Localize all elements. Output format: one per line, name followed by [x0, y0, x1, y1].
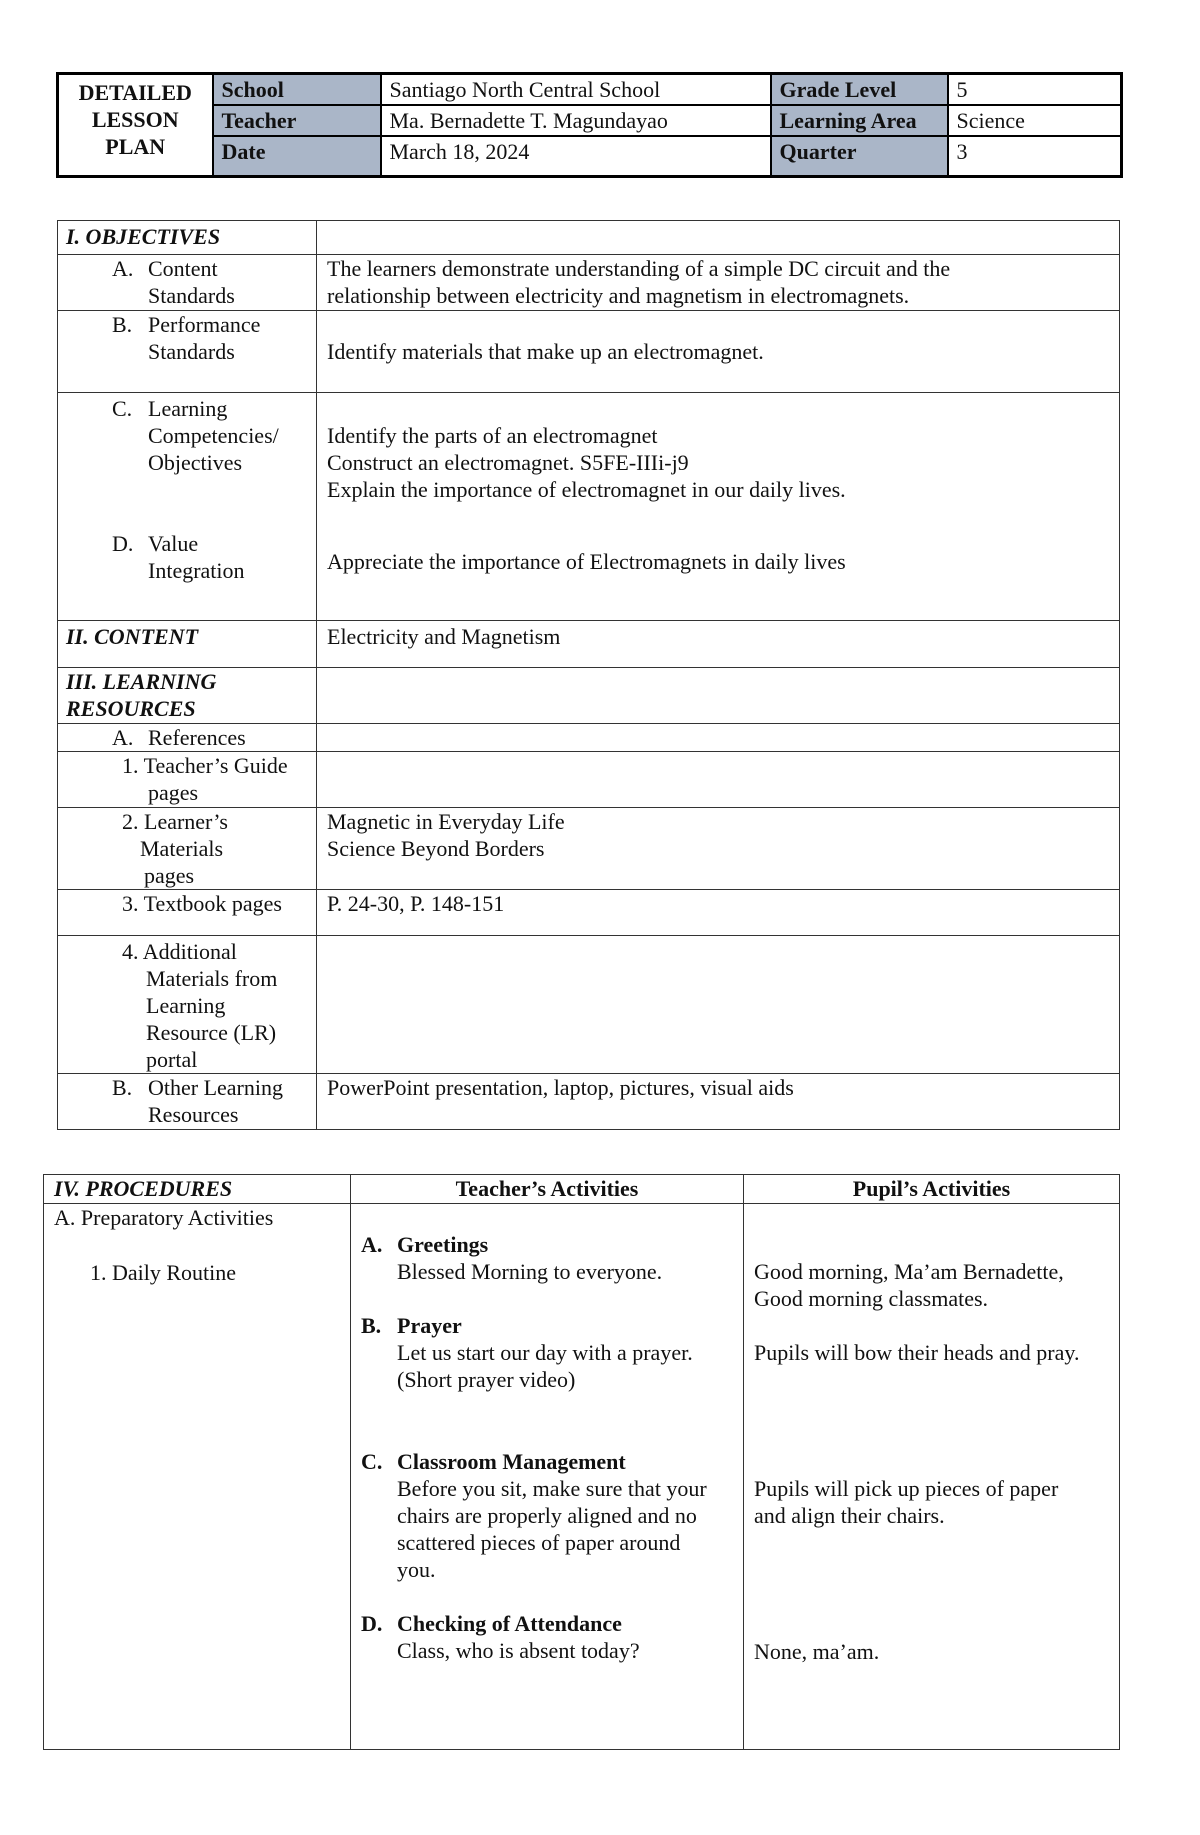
heading-line: RESOURCES [66, 696, 196, 721]
quarter-value: 3 [948, 136, 1122, 177]
procedure-stage-cell [44, 1204, 351, 1750]
school-label: School [213, 74, 381, 106]
objective-line: Construct an electromagnet. S5FE-IIIi-j9 [327, 450, 689, 475]
additional-materials-label [58, 936, 317, 1074]
activity-letter: C. [361, 1449, 383, 1474]
grade-level-value: 5 [948, 74, 1122, 106]
label-line: 3. Textbook pages [122, 891, 282, 916]
document-title [58, 74, 213, 177]
objectives-heading: I. OBJECTIVES [58, 221, 317, 255]
activity-title: Greetings [397, 1232, 489, 1257]
teacher-line: scattered pieces of paper around [397, 1530, 681, 1555]
activity-letter: B. [361, 1313, 382, 1338]
value-integration-value: Appreciate the importance of Electromagnets in daily lives [327, 549, 846, 574]
teacher-line: chairs are properly aligned and no [397, 1503, 697, 1528]
competencies-label [58, 393, 317, 621]
empty-cell [317, 668, 1120, 724]
label-line: Resources [148, 1102, 239, 1127]
label-line: Materials from [146, 966, 278, 991]
teacher-line: you. [397, 1557, 436, 1582]
label-line: 1. Teacher’s Guide [122, 753, 288, 778]
activity-letter: A. [361, 1232, 383, 1257]
label-line: pages [144, 863, 195, 888]
label-line: 2. Learner’s [122, 809, 228, 834]
other-resources-label [58, 1074, 317, 1130]
title-line: PLAN [105, 134, 166, 159]
content-standards-value [317, 255, 1120, 311]
empty-cell [317, 936, 1120, 1074]
other-resources-value: PowerPoint presentation, laptop, pictures, visual aids [317, 1074, 1120, 1130]
item-letter: D. [112, 531, 134, 556]
activity-prayer [361, 1312, 743, 1393]
label-line: Learning [148, 396, 228, 421]
activity-attendance [361, 1610, 743, 1664]
activity-letter: D. [361, 1611, 383, 1636]
label-line: pages [148, 780, 199, 805]
textbook-pages-label [58, 890, 317, 936]
learning-resources-heading [58, 668, 317, 724]
label-line: portal [146, 1047, 198, 1072]
content-heading: II. CONTENT [58, 621, 317, 668]
activity-title: Prayer [397, 1313, 462, 1338]
title-line: LESSON [91, 107, 179, 132]
label-line: Integration [148, 558, 245, 583]
teacher-value: Ma. Bernadette T. Magundayao [381, 105, 771, 136]
daily-routine-label: 1. Daily Routine [90, 1260, 237, 1285]
item-letter: B. [112, 312, 133, 337]
value-line: Science Beyond Borders [327, 836, 545, 861]
teacher-line: Blessed Morning to everyone. [397, 1259, 663, 1284]
learning-area-value: Science [948, 105, 1122, 136]
procedures-heading: IV. PROCEDURES [44, 1175, 351, 1204]
pupil-line: and align their chairs. [754, 1503, 945, 1528]
label-line: Other Learning [148, 1075, 283, 1100]
teacher-label: Teacher [213, 105, 381, 136]
content-standards-label [58, 255, 317, 311]
pupil-line: Good morning, Ma’am Bernadette, [754, 1259, 1064, 1284]
teacher-line: Let us start our day with a prayer. [397, 1340, 693, 1365]
empty-cell [317, 221, 1120, 255]
label-line: Objectives [148, 450, 243, 475]
label-line: 4. Additional [122, 939, 237, 964]
label-line: Learning [146, 993, 226, 1018]
item-letter: B. [112, 1075, 133, 1100]
item-letter: C. [112, 396, 133, 421]
label-line: References [148, 725, 246, 750]
procedures-table [43, 1174, 1120, 1750]
objective-line: Explain the importance of electromagnet in our daily lives. [327, 477, 846, 502]
textbook-pages-value: P. 24-30, P. 148-151 [317, 890, 1120, 936]
empty-cell [317, 752, 1120, 808]
lesson-header-table [56, 72, 1123, 178]
learners-materials-label [58, 808, 317, 890]
teacher-line: (Short prayer video) [397, 1367, 576, 1392]
competencies-value [317, 393, 1120, 621]
date-label: Date [213, 136, 381, 177]
objective-line: Identify the parts of an electromagnet [327, 423, 658, 448]
teacher-activities-header: Teacher’s Activities [351, 1175, 744, 1204]
label-line: Resource (LR) [146, 1020, 277, 1045]
activity-title: Checking of Attendance [397, 1611, 622, 1636]
label-line: Performance [148, 312, 261, 337]
pupil-line: Good morning classmates. [754, 1286, 989, 1311]
performance-standards-value: Identify materials that make up an electromagnet. [317, 311, 1120, 393]
label-line: Standards [148, 283, 235, 308]
value-line: relationship between electricity and magnetism in electromagnets. [327, 283, 910, 308]
label-line: Competencies/ [148, 423, 279, 448]
label-line: Content [148, 256, 218, 281]
pupil-line: None, ma’am. [754, 1639, 880, 1664]
teachers-guide-label [58, 752, 317, 808]
activity-title: Classroom Management [397, 1449, 626, 1474]
learning-area-label: Learning Area [771, 105, 948, 136]
content-value: Electricity and Magnetism [317, 621, 1120, 668]
label-line: Materials [140, 836, 224, 861]
pupil-line: Pupils will pick up pieces of paper [754, 1476, 1059, 1501]
teacher-activities-cell [351, 1204, 744, 1750]
preparatory-activities-label: A. Preparatory Activities [54, 1205, 274, 1230]
empty-cell [317, 724, 1120, 752]
learners-materials-value [317, 808, 1120, 890]
label-line: Value [148, 531, 199, 556]
quarter-label: Quarter [771, 136, 948, 177]
objectives-table [57, 220, 1120, 1130]
school-value: Santiago North Central School [381, 74, 771, 106]
item-letter: A. [112, 725, 134, 750]
label-line: Standards [148, 339, 235, 364]
pupil-activities-cell [744, 1204, 1120, 1750]
references-label [58, 724, 317, 752]
activity-greetings [361, 1231, 743, 1285]
pupil-activities-header: Pupil’s Activities [744, 1175, 1120, 1204]
activity-classroom-management [361, 1448, 743, 1583]
value-line: Magnetic in Everyday Life [327, 809, 565, 834]
teacher-line: Before you sit, make sure that your [397, 1476, 707, 1501]
value-line: The learners demonstrate understanding of a simple DC circuit and the [327, 256, 951, 281]
grade-level-label: Grade Level [771, 74, 948, 106]
pupil-line: Pupils will bow their heads and pray. [754, 1340, 1080, 1365]
item-letter: A. [112, 256, 134, 281]
heading-line: III. LEARNING [66, 669, 217, 694]
performance-standards-label [58, 311, 317, 393]
date-value: March 18, 2024 [381, 136, 771, 177]
title-line: DETAILED [78, 80, 192, 105]
teacher-line: Class, who is absent today? [397, 1638, 640, 1663]
